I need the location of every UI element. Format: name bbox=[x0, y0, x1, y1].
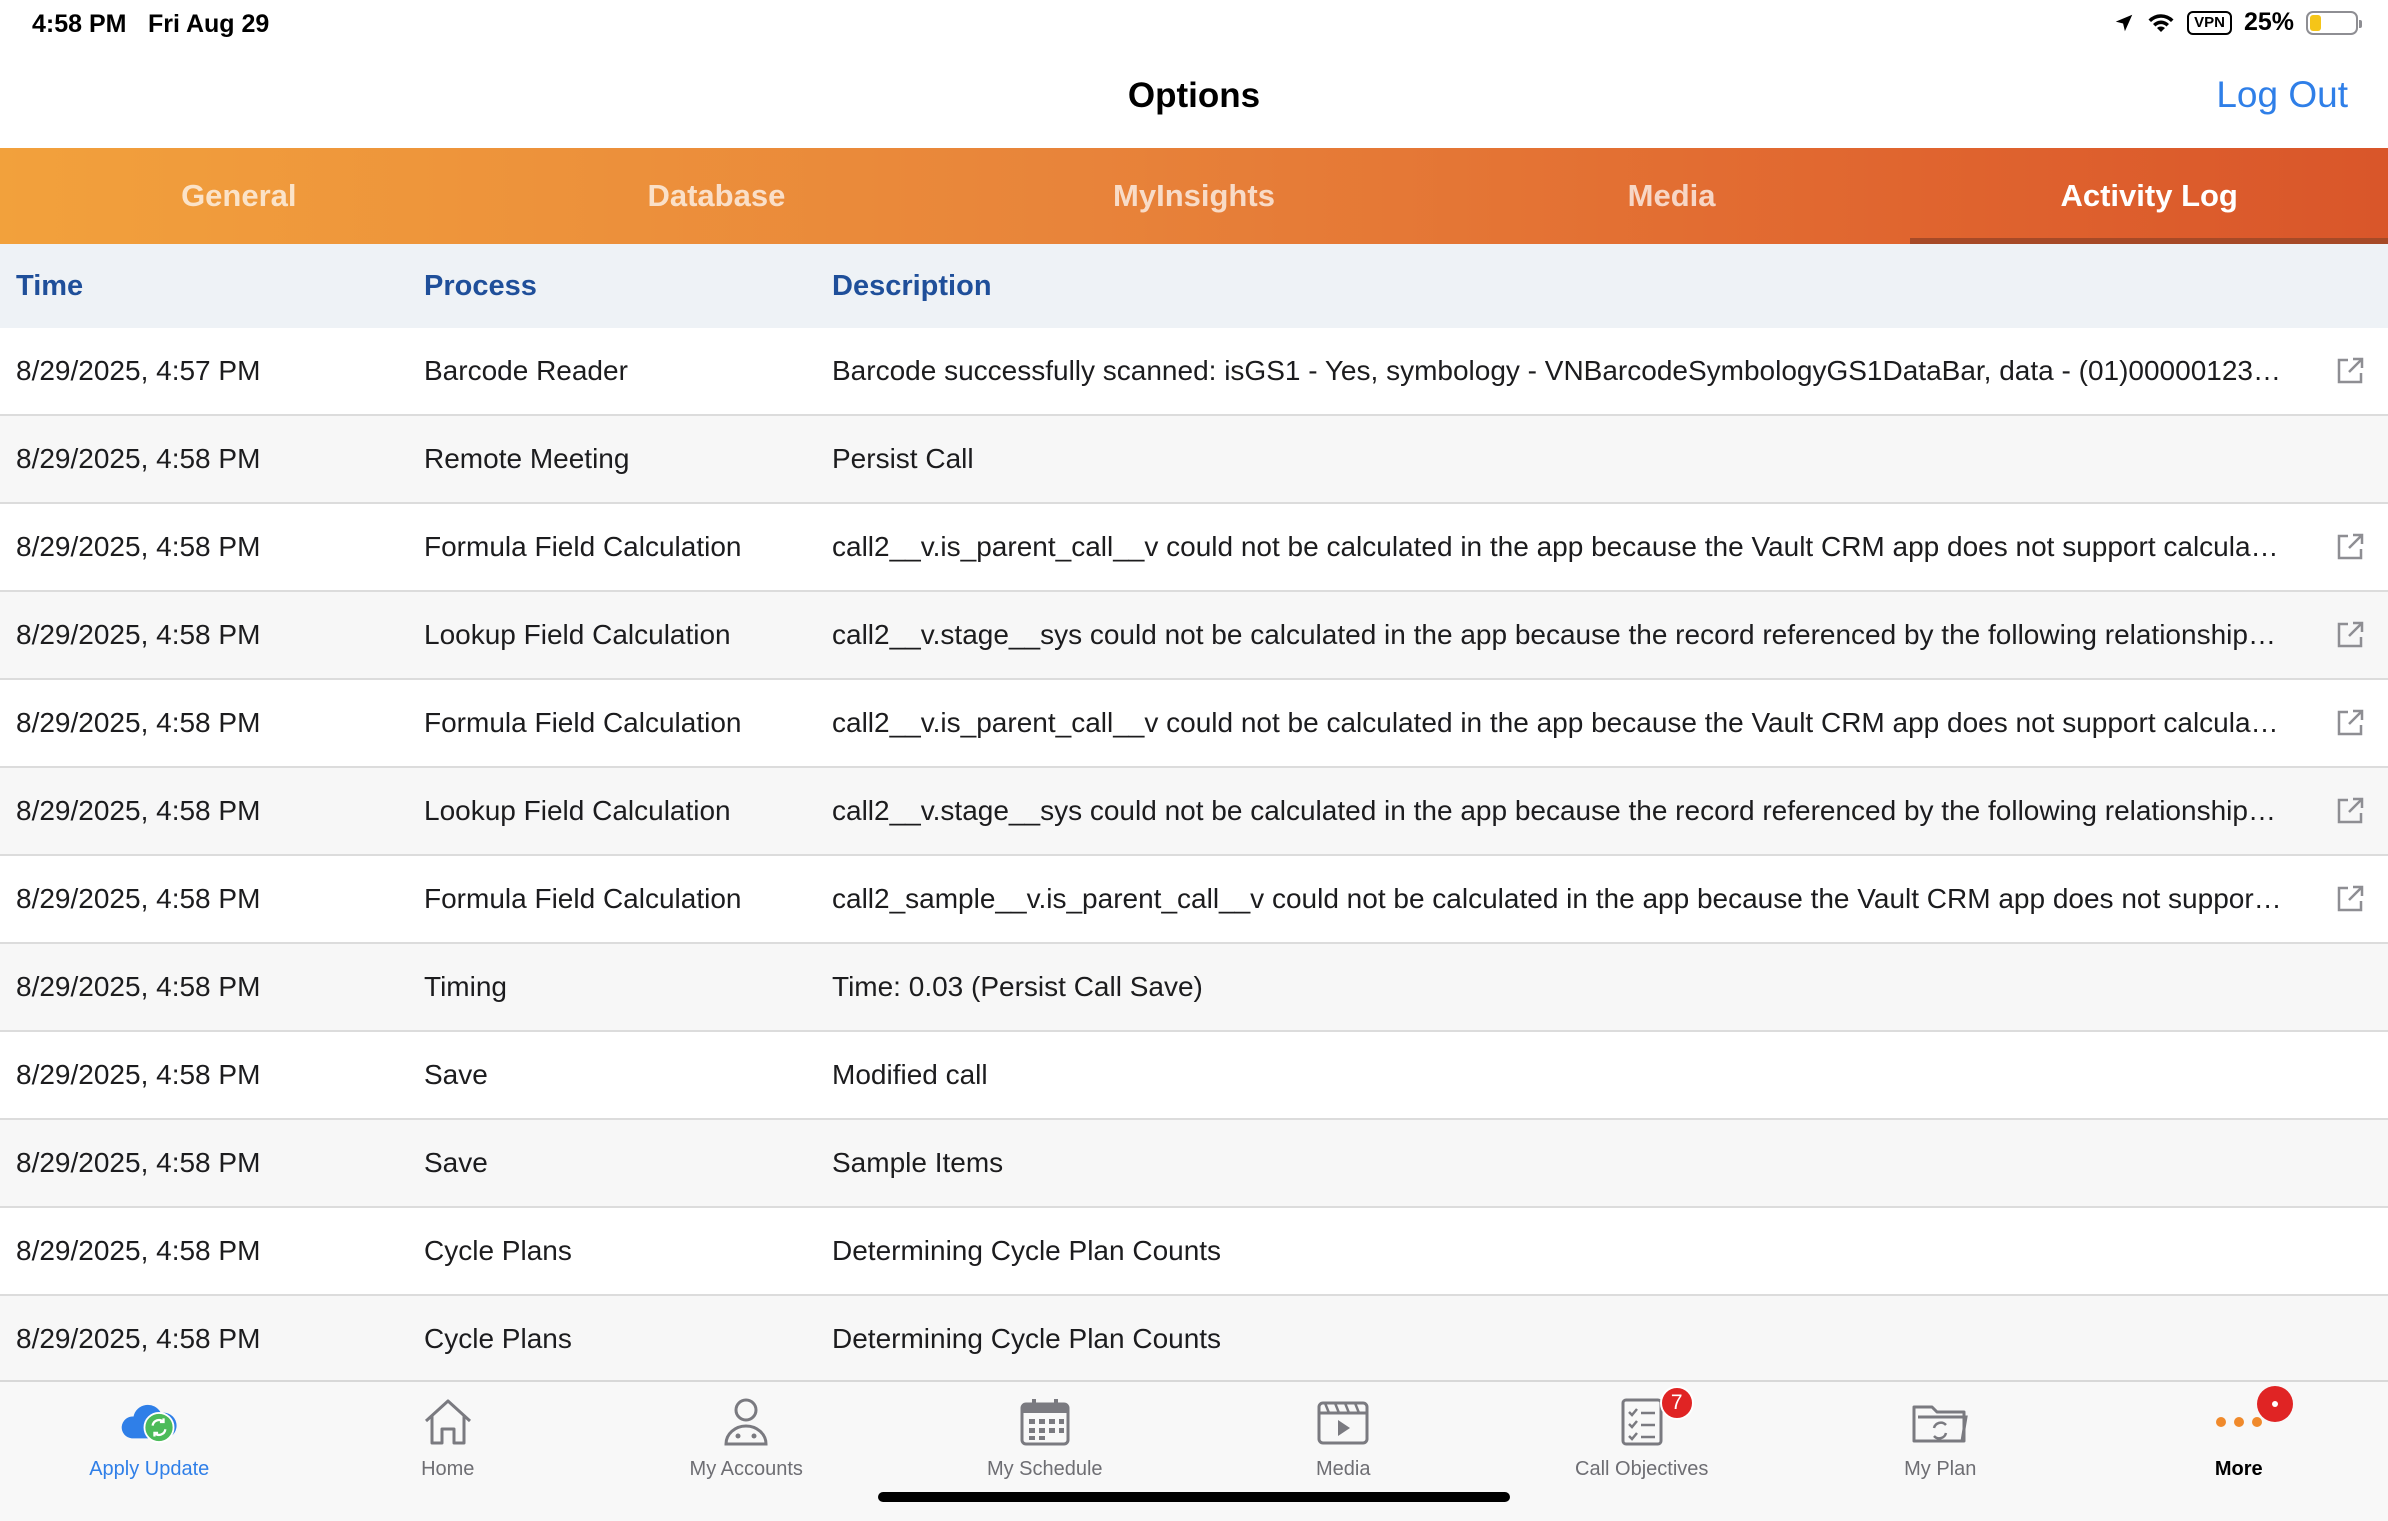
cell-time: 8/29/2025, 4:58 PM bbox=[16, 1147, 261, 1178]
vpn-badge: VPN bbox=[2187, 11, 2232, 35]
tab-myinsights[interactable]: MyInsights bbox=[1113, 178, 1275, 213]
column-header-time: Time bbox=[16, 269, 84, 302]
cell-process: Timing bbox=[424, 971, 507, 1002]
open-external-icon[interactable] bbox=[2334, 355, 2366, 387]
cell-description: Modified call bbox=[832, 1059, 988, 1090]
table-row[interactable] bbox=[0, 680, 2388, 768]
cell-process: Formula Field Calculation bbox=[424, 707, 742, 738]
tab-general[interactable]: General bbox=[181, 178, 297, 213]
cell-time: 8/29/2025, 4:58 PM bbox=[16, 531, 261, 562]
cell-process: Barcode Reader bbox=[424, 355, 628, 386]
cell-process: Lookup Field Calculation bbox=[424, 619, 731, 650]
cell-description: call2__v.stage__sys could not be calculated in the app because the record referenced by the following relationship… bbox=[832, 795, 2276, 826]
table-row[interactable] bbox=[0, 328, 2388, 416]
table-row[interactable] bbox=[0, 944, 2388, 1032]
cell-process: Lookup Field Calculation bbox=[424, 795, 731, 826]
table-row[interactable] bbox=[0, 416, 2388, 504]
cell-time: 8/29/2025, 4:58 PM bbox=[16, 619, 261, 650]
tab-my-plan[interactable] bbox=[1791, 1382, 2090, 1521]
table-row[interactable] bbox=[0, 856, 2388, 944]
cell-time: 8/29/2025, 4:58 PM bbox=[16, 795, 261, 826]
cell-time: 8/29/2025, 4:58 PM bbox=[16, 971, 261, 1002]
activity-log-table bbox=[0, 244, 2388, 1384]
open-external-icon[interactable] bbox=[2334, 795, 2366, 827]
status-indicators bbox=[2113, 8, 2358, 37]
cell-description: Determining Cycle Plan Counts bbox=[832, 1323, 1222, 1354]
tab-activity-log[interactable]: Activity Log bbox=[1910, 148, 2388, 244]
tab-apply-update[interactable] bbox=[0, 1382, 299, 1521]
table-row[interactable] bbox=[0, 1032, 2388, 1120]
cell-time: 8/29/2025, 4:58 PM bbox=[16, 1235, 261, 1266]
cell-description: Time: 0.03 (Persist Call Save) bbox=[832, 971, 1203, 1002]
column-header-process: Process bbox=[424, 269, 537, 302]
cell-time: 8/29/2025, 4:58 PM bbox=[16, 883, 261, 914]
battery-icon bbox=[2306, 11, 2358, 35]
table-row[interactable] bbox=[0, 504, 2388, 592]
tab-label-my-accounts: My Accounts bbox=[689, 1458, 803, 1480]
status-date: Fri Aug 29 bbox=[148, 10, 270, 38]
table-body bbox=[0, 328, 2388, 1384]
table-header bbox=[0, 244, 2388, 328]
cloud-sync-icon bbox=[119, 1394, 179, 1450]
tab-label-my-plan: My Plan bbox=[1904, 1458, 1977, 1480]
cell-process: Remote Meeting bbox=[424, 443, 630, 474]
home-indicator[interactable] bbox=[878, 1492, 1510, 1502]
more-notification-badge bbox=[2257, 1386, 2293, 1422]
cell-process: Formula Field Calculation bbox=[424, 531, 742, 562]
page-title: Options bbox=[1127, 76, 1261, 115]
status-time: 4:58 PM bbox=[32, 10, 127, 38]
cell-description: Sample Items bbox=[832, 1147, 1004, 1178]
tab-label-media: Media bbox=[1316, 1458, 1371, 1480]
cell-time: 8/29/2025, 4:58 PM bbox=[16, 707, 261, 738]
call-objectives-badge: 7 bbox=[1660, 1386, 1694, 1420]
cell-process: Formula Field Calculation bbox=[424, 883, 742, 914]
cell-time: 8/29/2025, 4:58 PM bbox=[16, 443, 261, 474]
tab-label-more: More bbox=[2214, 1458, 2263, 1480]
tab-my-accounts[interactable] bbox=[597, 1382, 896, 1521]
location-arrow-icon bbox=[2113, 12, 2135, 34]
log-out-button[interactable]: Log Out bbox=[2216, 74, 2348, 115]
table-row[interactable] bbox=[0, 768, 2388, 856]
cell-process: Save bbox=[424, 1059, 488, 1090]
cell-process: Cycle Plans bbox=[424, 1323, 572, 1354]
folder-sync-icon bbox=[1910, 1394, 1970, 1450]
options-tabs bbox=[0, 148, 2388, 244]
cell-time: 8/29/2025, 4:58 PM bbox=[16, 1059, 261, 1090]
table-row[interactable] bbox=[0, 592, 2388, 680]
media-player-icon bbox=[1313, 1394, 1373, 1450]
tab-home[interactable] bbox=[299, 1382, 598, 1521]
cell-description: Determining Cycle Plan Counts bbox=[832, 1235, 1222, 1266]
more-dots-icon bbox=[2209, 1394, 2269, 1450]
tab-label-home: Home bbox=[421, 1458, 475, 1480]
cell-process: Cycle Plans bbox=[424, 1235, 572, 1266]
tab-database[interactable]: Database bbox=[647, 178, 786, 213]
status-bar bbox=[0, 0, 2388, 48]
open-external-icon[interactable] bbox=[2334, 883, 2366, 915]
navigation-bar bbox=[0, 48, 2388, 148]
cell-process: Save bbox=[424, 1147, 488, 1178]
table-row[interactable] bbox=[0, 1208, 2388, 1296]
cell-description: call2__v.is_parent_call__v could not be calculated in the app because the Vault CRM app does not support calcula… bbox=[832, 531, 2279, 562]
wifi-icon bbox=[2147, 12, 2175, 34]
cell-description: call2_sample__v.is_parent_call__v could not be calculated in the app because the Vault CRM app does not suppor… bbox=[832, 883, 2282, 914]
cell-description: Barcode successfully scanned: isGS1 - Yes, symbology - VNBarcodeSymbologyGS1DataBar, data - (01)00000123… bbox=[832, 355, 2281, 386]
tab-label-call-objectives: Call Objectives bbox=[1575, 1458, 1709, 1480]
table-row[interactable] bbox=[0, 1296, 2388, 1384]
open-external-icon[interactable] bbox=[2334, 619, 2366, 651]
tab-call-objectives[interactable] bbox=[1493, 1382, 1792, 1521]
tab-label-apply-update: Apply Update bbox=[89, 1458, 210, 1480]
cell-description: call2__v.is_parent_call__v could not be calculated in the app because the Vault CRM app does not support calcula… bbox=[832, 707, 2279, 738]
calendar-icon bbox=[1015, 1394, 1075, 1450]
open-external-icon[interactable] bbox=[2334, 531, 2366, 563]
battery-percent: 25% bbox=[2243, 8, 2294, 36]
cell-description: Persist Call bbox=[832, 443, 974, 474]
cell-time: 8/29/2025, 4:58 PM bbox=[16, 1323, 261, 1354]
person-icon bbox=[716, 1394, 776, 1450]
table-row[interactable] bbox=[0, 1120, 2388, 1208]
tab-more[interactable] bbox=[2090, 1382, 2388, 1521]
home-icon bbox=[418, 1394, 478, 1450]
cell-time: 8/29/2025, 4:57 PM bbox=[16, 355, 261, 386]
checklist-icon bbox=[1612, 1391, 1683, 1450]
open-external-icon[interactable] bbox=[2334, 707, 2366, 739]
column-header-description: Description bbox=[832, 269, 992, 302]
tab-label-my-schedule: My Schedule bbox=[986, 1458, 1103, 1480]
cell-description: call2__v.stage__sys could not be calculated in the app because the record referenced by the following relationship… bbox=[832, 619, 2276, 650]
tab-media[interactable]: Media bbox=[1627, 178, 1716, 213]
